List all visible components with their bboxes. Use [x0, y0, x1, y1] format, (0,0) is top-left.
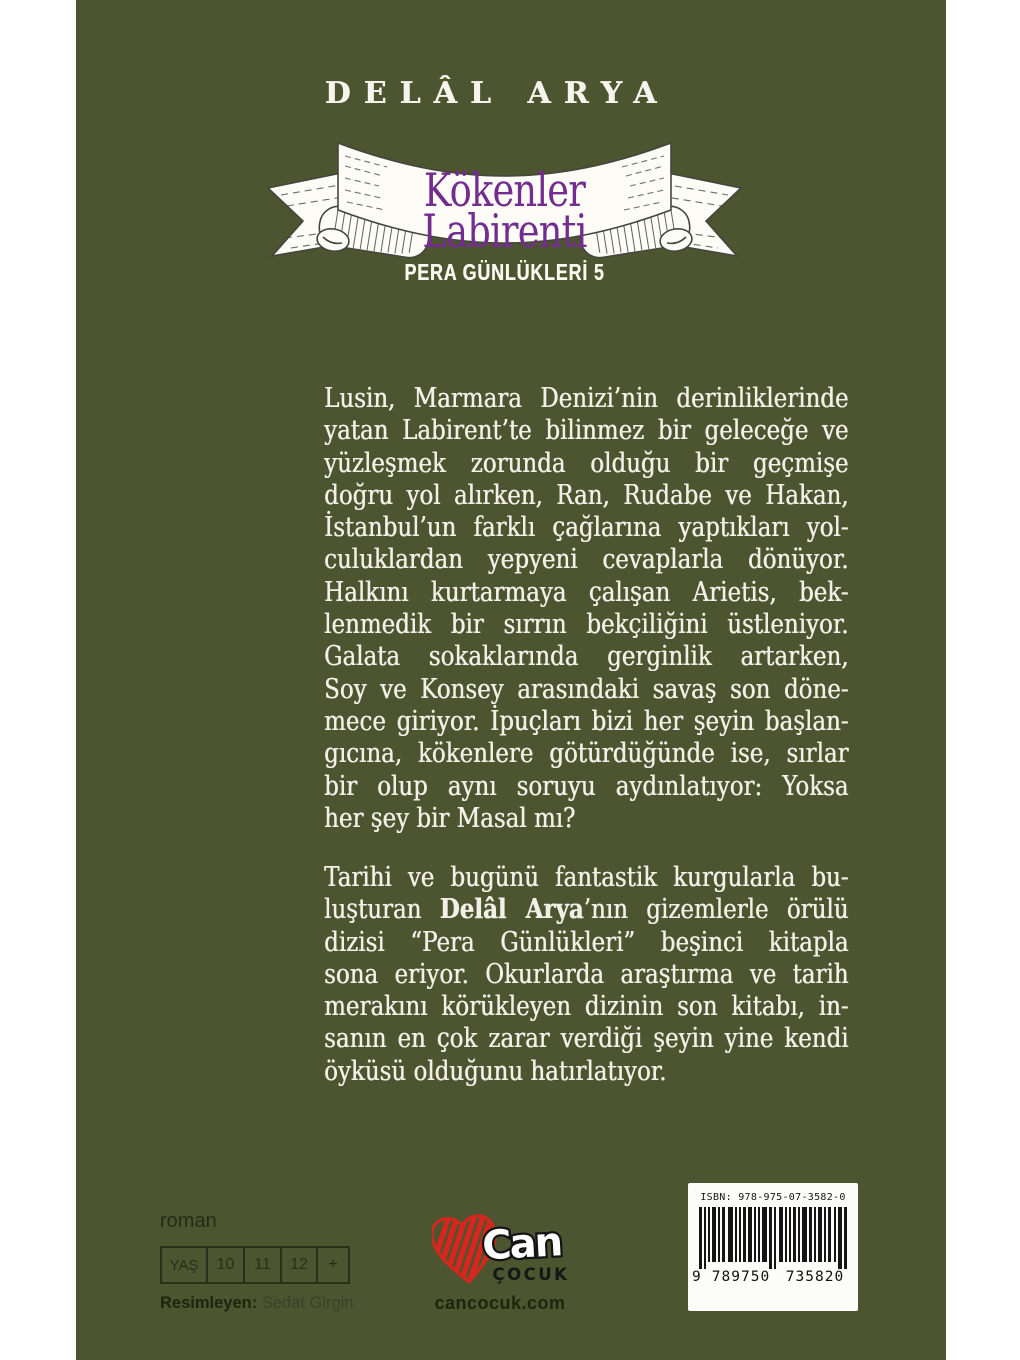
- synopsis-line: gıcına, kökenlere götürdüğünde ise, sırlar: [324, 738, 849, 770]
- book-title: [310, 163, 700, 258]
- synopsis-paragraph-2: [324, 862, 848, 1088]
- synopsis-text: ’nın gizemlerle örülü: [583, 894, 849, 926]
- series-label: PERA GÜNLÜKLERİ 5: [404, 260, 605, 286]
- age-cell: 10: [206, 1248, 243, 1282]
- book-title-line1: Kökenler: [423, 163, 586, 217]
- author-name: DELÂL ARYA: [324, 76, 670, 111]
- barcode-digit-group: 789750: [711, 1269, 771, 1285]
- illustrator-label: Resimleyen:: [160, 1294, 258, 1312]
- age-rating-grid: [160, 1246, 350, 1284]
- synopsis-line: sanın en çok zarar verdiği şeyin yine kendi: [324, 1023, 849, 1055]
- synopsis-line: Galata sokaklarında gerginlik artarken,: [324, 641, 849, 673]
- author-name-inline: Delâl Arya: [439, 894, 584, 926]
- synopsis-line: Halkını kurtarmaya çalışan Arietis, bek-: [324, 576, 849, 608]
- synopsis-text: luşturan: [324, 894, 440, 926]
- synopsis-line: öyküsü olduğunu hatırlatıyor.: [324, 1055, 667, 1087]
- synopsis-paragraph-1: [324, 383, 848, 835]
- synopsis-line: doğru yol alırken, Ran, Rudabe ve Hakan,: [324, 479, 849, 511]
- barcode-bars: [699, 1207, 847, 1269]
- synopsis-line: culuklardan yepyeni cevaplarla dönüyor.: [324, 544, 849, 576]
- age-label-cell: YAŞ: [169, 1256, 199, 1274]
- age-cell: 12: [280, 1248, 316, 1282]
- illustrator-name: Sedat Girgin: [261, 1294, 354, 1312]
- publisher-website: cancocuk.com: [434, 1293, 566, 1313]
- age-cell: +: [316, 1248, 348, 1282]
- barcode-digit-lead: 9: [692, 1269, 701, 1285]
- synopsis-line: yatan Labirent’te bilinmez bir geleceğe ve: [324, 415, 849, 447]
- olive-panel: [76, 0, 946, 1360]
- illustrator-credit: [160, 1294, 354, 1313]
- synopsis-line: Soy ve Konsey arasındaki savaş son döne-: [324, 673, 849, 705]
- synopsis-line: merakını körükleyen dizinin son kitabı, in-: [324, 991, 849, 1023]
- publisher-name-sub: ÇOCUK: [492, 1265, 570, 1284]
- barcode-box: [688, 1183, 858, 1311]
- publisher-name-main: Can: [481, 1219, 563, 1270]
- synopsis-line: Lusin, Marmara Denizi’nin derinliklerinde: [324, 383, 849, 414]
- synopsis-line: lenmedik bir sırrın bekçiliğini üstleniyor.: [324, 609, 849, 641]
- barcode-digits: [692, 1269, 852, 1285]
- synopsis-line: bir olup aynı soruyu aydınlatıyor: Yoksa: [324, 770, 849, 802]
- scroll-banner: [261, 140, 748, 300]
- synopsis-line: dizisi “Pera Günlükleri” beşinci kitapla: [324, 926, 849, 958]
- synopsis-line: mece giriyor. İpuçları bizi her şeyin başlan-: [324, 705, 849, 737]
- synopsis-line: sona eriyor. Okurlarda araştırma ve tarih: [324, 958, 849, 990]
- book-title-line2: Labirenti: [422, 204, 587, 258]
- isbn-label: ISBN: 978-975-07-3582-0: [700, 1192, 846, 1203]
- synopsis-line: [324, 894, 848, 926]
- barcode-digit-group: 735820: [785, 1269, 845, 1285]
- synopsis-line: Tarihi ve bugünü fantastik kurgularla bu-: [324, 862, 849, 893]
- synopsis-line: yüzleşmek zorunda olduğu bir geçmişe: [324, 447, 849, 479]
- age-cell: 11: [243, 1248, 280, 1282]
- synopsis-line: her şey bir Masal mı?: [324, 802, 576, 834]
- publisher-logo: [432, 1210, 582, 1290]
- can-cocuk-logo: [432, 1210, 582, 1290]
- genre-label: roman: [160, 1210, 217, 1232]
- synopsis-line: İstanbul’un farklı çağlarına yaptıkları yol-: [324, 512, 849, 544]
